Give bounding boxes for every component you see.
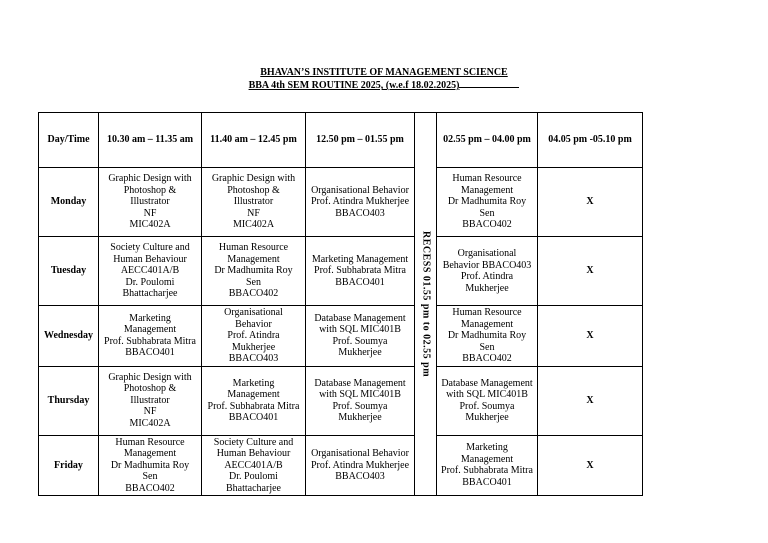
header-day-time: Day/Time (39, 113, 99, 168)
class-cell-c3 (306, 306, 415, 367)
cell-line: Illustrator (130, 394, 170, 406)
cell-line: Management (227, 253, 280, 265)
header-slot-2: 11.40 am – 12.45 pm (202, 113, 306, 168)
cell-line: Mukherjee (338, 347, 382, 359)
cell-line: with SQL MIC401B (319, 389, 401, 400)
cell-line: Human Behaviour (216, 448, 291, 459)
cell-line: BBACO401 (335, 276, 385, 288)
table-row (39, 237, 643, 306)
cell-line: Dr Madhumita Roy (447, 330, 527, 341)
cell-line: Photoshop & (227, 184, 280, 196)
class-cell-c2 (202, 435, 306, 496)
class-cell-c1 (99, 435, 202, 496)
cell-line: Mukherjee (231, 341, 276, 353)
cell-line: Prof. Atindra Mukherjee (310, 196, 410, 208)
class-cell-c1 (99, 306, 202, 367)
cell-line: Prof. Soumya (332, 335, 388, 347)
cell-line: Human Behaviour (113, 253, 187, 265)
cell-line: with SQL MIC401B (446, 389, 528, 400)
day-cell: Wednesday (39, 306, 99, 367)
header-slot-1: 10.30 am – 11.35 am (99, 113, 202, 168)
cell-line: BBACO402 (125, 482, 175, 494)
cell-line: Sen (246, 276, 261, 288)
cell-line: BBACO403 (228, 353, 279, 364)
cell-line: Mukherjee (465, 282, 509, 294)
cell-line: Marketing (466, 442, 508, 454)
day-cell: Tuesday (39, 237, 99, 306)
cell-line: Database Management (441, 377, 533, 389)
cell-line: MIC402A (129, 219, 171, 231)
table-row (39, 168, 643, 237)
cell-line: Prof. Subhabrata Mitra (314, 265, 406, 277)
class-cell-c2 (202, 306, 306, 367)
header-slot-5: 04.05 pm -05.10 pm (538, 113, 643, 168)
cell-line: Society Culture and (110, 242, 190, 254)
class-cell-c4 (437, 168, 538, 237)
header-row (39, 113, 643, 168)
cell-line: Dr Madhumita Roy (447, 196, 527, 208)
cell-line: Behavior (235, 318, 272, 330)
table-row (39, 306, 643, 367)
cell-line: BBACO402 (228, 288, 279, 300)
cell-line: Organisational Behavior (311, 184, 409, 196)
day-cell: Thursday (39, 366, 99, 435)
cell-line: Prof. Atindra (460, 271, 514, 282)
class-cell-c4 (437, 306, 538, 367)
routine-subtitle: BBA 4th SEM ROUTINE 2025, (w.e.f 18.02.2025) (0, 78, 768, 91)
cell-line: Management (460, 318, 514, 330)
cell-line: NF (143, 406, 157, 418)
cell-line: Mukherjee (465, 412, 509, 423)
class-cell-c2 (202, 237, 306, 306)
class-cell-c2 (202, 168, 306, 237)
cell-line: Sen (479, 207, 495, 219)
cell-line: Dr Madhumita Roy (214, 265, 293, 277)
cell-line: Human Resource (452, 307, 522, 318)
cell-line: Photoshop & (123, 184, 177, 196)
cell-line: Prof. Atindra (227, 330, 280, 341)
recess-column (415, 113, 437, 496)
cell-line: Graphic Design with (211, 173, 296, 185)
cell-line: Sen (479, 341, 495, 353)
cell-line: BBACO403 (335, 207, 385, 219)
cell-line: Marketing Management (311, 253, 409, 265)
cell-line: Organisational Behavior (311, 448, 409, 459)
class-cell-c5: X (538, 366, 643, 435)
cell-line: BBACO401 (125, 347, 175, 359)
cell-line: BBACO401 (462, 476, 512, 488)
cell-line: Management (123, 448, 177, 459)
recess-label: RECESS 01.55 pm to 02.55 pm (420, 230, 432, 378)
cell-line: Illustrator (130, 196, 170, 208)
cell-line: Prof. Subhabrata Mitra (104, 335, 196, 347)
cell-line: Illustrator (233, 196, 274, 208)
cell-line: Organisational (457, 248, 517, 259)
class-cell-c1 (99, 168, 202, 237)
cell-line: Bhattacharjee (122, 288, 178, 300)
cell-line: Human Resource (218, 242, 289, 254)
cell-line: Organisational (224, 307, 283, 318)
cell-line: Sen (142, 471, 158, 482)
class-cell-c4 (437, 237, 538, 306)
cell-line: Mukherjee (338, 412, 382, 423)
class-cell-c3 (306, 237, 415, 306)
cell-line: BBACO403 (335, 471, 385, 482)
cell-line: Dr Madhumita Roy (110, 459, 190, 471)
class-cell-c5: X (538, 435, 643, 496)
cell-line: Prof. Atindra Mukherjee (310, 459, 410, 471)
cell-line: Human Resource (115, 436, 185, 448)
table-row (39, 366, 643, 435)
cell-line: Marketing (129, 312, 171, 324)
cell-line: MIC402A (129, 417, 171, 429)
cell-line: Marketing (232, 377, 275, 389)
cell-line: Society Culture and (213, 436, 294, 448)
class-cell-c4 (437, 435, 538, 496)
table-row (39, 435, 643, 496)
cell-line: BBACO402 (462, 219, 512, 231)
cell-line: Human Resource (452, 173, 522, 185)
cell-line: Behavior BBACO403 (442, 259, 532, 271)
header-slot-4: 02.55 pm – 04.00 pm (437, 113, 538, 168)
class-cell-c5: X (538, 168, 643, 237)
class-cell-c5: X (538, 306, 643, 367)
routine-table (38, 112, 643, 496)
cell-line: BBACO402 (462, 353, 512, 364)
class-cell-c4 (437, 366, 538, 435)
cell-line: Bhattacharjee (226, 482, 281, 494)
cell-line: BBACO401 (228, 412, 279, 423)
cell-line: Graphic Design with (108, 371, 192, 383)
cell-line: Prof. Soumya (459, 400, 515, 412)
cell-line: Prof. Subhabrata Mitra (207, 400, 300, 412)
cell-line: Dr. Poulomi (229, 471, 278, 482)
cell-line: Prof. Subhabrata Mitra (441, 465, 533, 477)
cell-line: Dr. Poulomi (125, 276, 175, 288)
institute-title: BHAVAN’S INSTITUTE OF MANAGEMENT SCIENCE (260, 67, 508, 78)
cell-line: Management (460, 453, 514, 465)
day-cell: Monday (39, 168, 99, 237)
cell-line: Graphic Design with (108, 173, 192, 185)
cell-line: NF (247, 207, 260, 219)
class-cell-c3 (306, 168, 415, 237)
cell-line: Prof. Soumya (332, 400, 388, 412)
cell-line: Photoshop & (123, 383, 177, 395)
cell-line: MIC402A (232, 219, 275, 231)
cell-line: AECC401A/B (224, 459, 283, 471)
class-cell-c3 (306, 435, 415, 496)
cell-line: AECC401A/B (120, 265, 180, 277)
header-slot-3: 12.50 pm – 01.55 pm (306, 113, 415, 168)
cell-line: Database Management (314, 312, 406, 324)
class-cell-c1 (99, 237, 202, 306)
class-cell-c3 (306, 366, 415, 435)
cell-line: Management (227, 389, 280, 400)
cell-line: NF (143, 207, 157, 219)
cell-line: Management (460, 184, 514, 196)
class-cell-c2 (202, 366, 306, 435)
cell-line: with SQL MIC401B (319, 324, 401, 336)
class-cell-c1 (99, 366, 202, 435)
cell-line: Database Management (314, 377, 406, 389)
day-cell: Friday (39, 435, 99, 496)
class-cell-c5: X (538, 237, 643, 306)
cell-line: Management (123, 324, 177, 336)
